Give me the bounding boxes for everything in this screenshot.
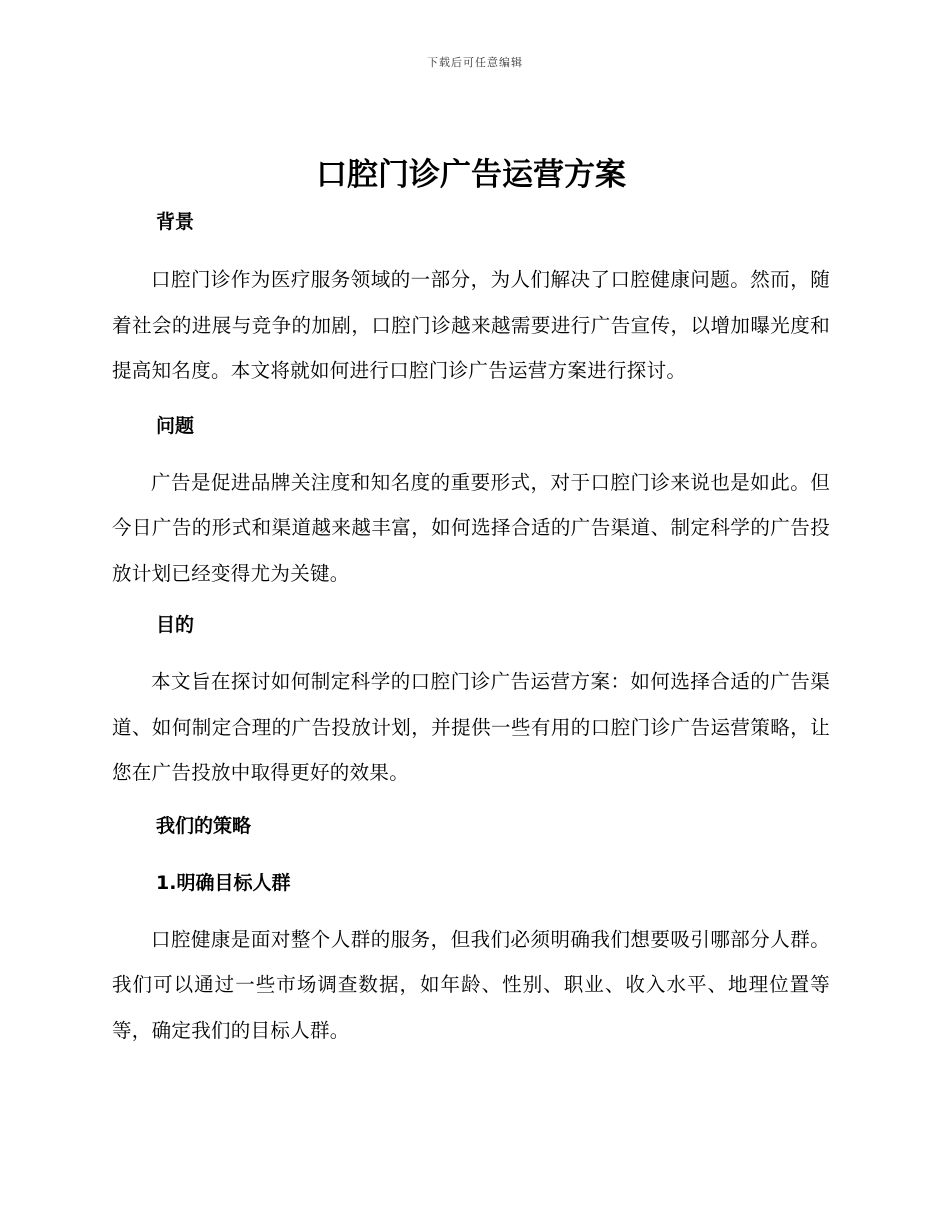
document-content (112, 150, 830, 1053)
section-heading-purpose: 目的 (156, 614, 195, 636)
paragraph-target-audience: 口腔健康是面对整个人群的服务，但我们必须明确我们想要吸引哪部分人群。我们可以通过一些市场调查数据，如年龄、性别、职业、收入水平、地理位置等等，确定我们的目标人群。 (112, 927, 830, 1042)
section-heading-strategy: 我们的策略 (156, 814, 252, 837)
paragraph-problem: 广告是促进品牌关注度和知名度的重要形式，对于口腔门诊来说也是如此。但今日广告的形式和渠道越来越丰富，如何选择合适的广告渠道、制定科学的广告投放计划已经变得尤为关键。 (112, 470, 830, 585)
paragraph-purpose: 本文旨在探讨如何制定科学的口腔门诊广告运营方案：如何选择合适的广告渠道、如何制定合理的广告投放计划，并提供一些有用的口腔门诊广告运营策略，让您在广告投放中取得更好的效果。 (112, 670, 830, 784)
section-heading-problem: 问题 (156, 414, 195, 437)
section-heading-target-audience: 1.明确目标人群 (156, 871, 291, 894)
header-note: 下载后可任意编辑 (427, 56, 523, 69)
paragraph-background: 口腔门诊作为医疗服务领域的一部分，为人们解决了口腔健康问题。然而，随着社会的进展与竞争的加剧，口腔门诊越来越需要进行广告宣传，以增加曝光度和提高知名度。本文将就如何进行口腔门诊广告运营方案进行探讨。 (112, 268, 830, 382)
section-heading-background: 背景 (156, 211, 195, 233)
document-title: 口腔门诊广告运营方案 (316, 157, 626, 193)
